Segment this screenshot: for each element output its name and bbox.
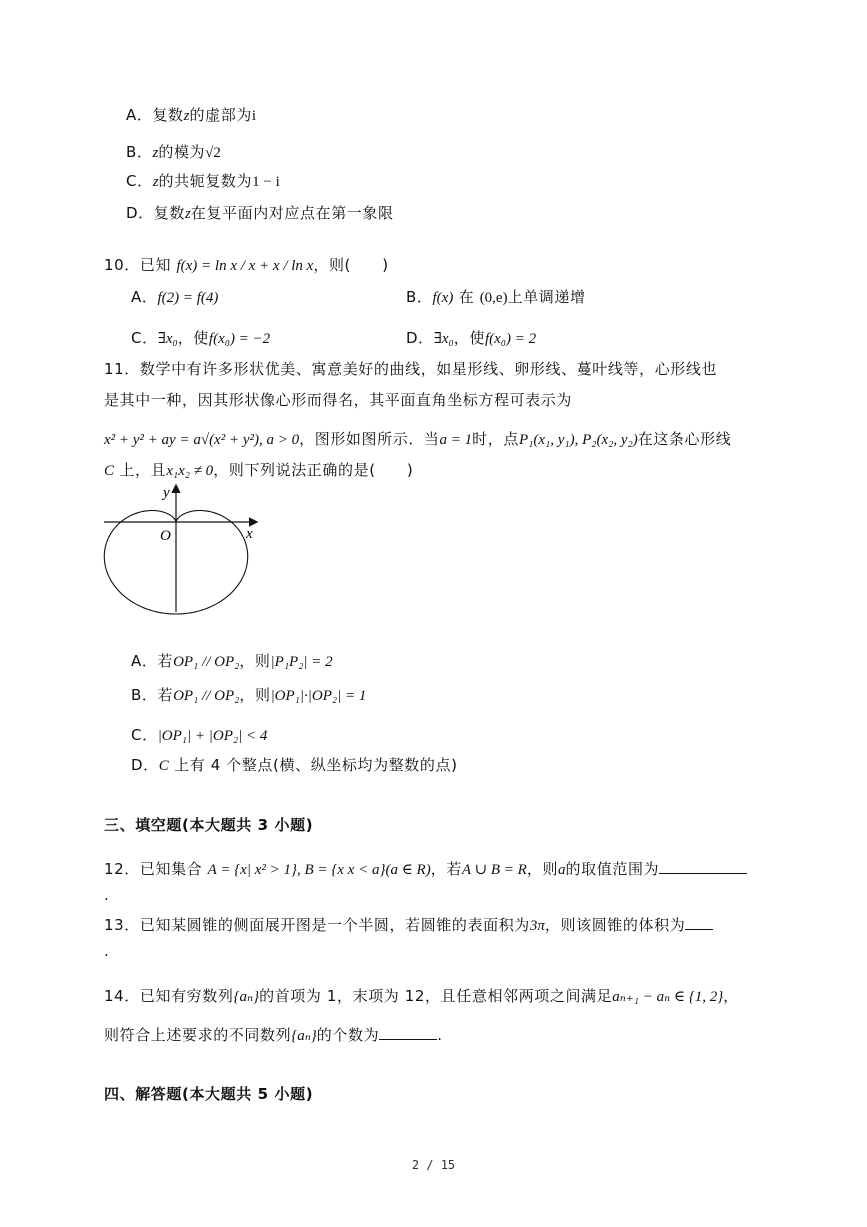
- q9-option-c: C．z的共轭复数为1 − i: [126, 172, 280, 190]
- section-4-title: 四、解答题(本大题共 5 小题): [104, 1085, 314, 1103]
- section-3-title: 三、填空题(本大题共 3 小题): [104, 816, 314, 834]
- q12-answer-blank: [659, 859, 747, 874]
- q10-formula: f(x) = ln x / x + x / ln x: [176, 258, 314, 274]
- q13-period: .: [104, 942, 110, 960]
- page-number: 2 / 15: [411, 1158, 456, 1172]
- q12-period: .: [104, 886, 110, 904]
- y-axis-label: y: [163, 485, 170, 501]
- origin-label: O: [160, 528, 171, 544]
- q11-line-4: C 上，且x₁x₂ ≠ 0，则下列说法正确的是( ): [104, 461, 414, 479]
- q10-stem: 10．已知 f(x) = ln x / x + x / ln x，则( ): [104, 256, 389, 274]
- q13-answer-blank: [685, 915, 713, 930]
- q11-option-d: D．C 上有 4 个整点(横、纵坐标均为整数的点): [131, 756, 458, 774]
- q9-option-d: D．复数z在复平面内对应点在第一象限: [126, 204, 394, 222]
- q14-answer-blank: [379, 1025, 437, 1040]
- q11-line-1: 11．数学中有许多形状优美、寓意美好的曲线，如星形线、卵形线、蔓叶线等，心形线也: [104, 360, 718, 378]
- q11-line-2: 是其中一种，因其形状像心形而得名，其平面直角坐标方程可表示为: [104, 391, 573, 409]
- cardioid-graph: [100, 480, 270, 615]
- q14-line-1: 14．已知有穷数列{aₙ}的首项为 1，末项为 12，且任意相邻两项之间满足aₙ₊₁ − aₙ ∈ {1, 2}，: [104, 987, 739, 1005]
- x-axis-label: x: [246, 526, 253, 542]
- q12: 12．已知集合 A = {x| x² > 1}, B = {x x < a}(a ∈ R)，若A ∪ B = R，则a的取值范围为: [104, 858, 747, 881]
- q11-option-b: B．若OP₁ // OP₂，则|OP₁|·|OP₂| = 1: [131, 686, 367, 704]
- q11-option-c: C．|OP₁| + |OP₂| < 4: [131, 726, 268, 744]
- q14-line-2: 则符合上述要求的不同数列{aₙ}的个数为 .: [104, 1026, 443, 1044]
- q10-option-c: C．∃x₀，使f(x₀) = −2: [131, 329, 271, 347]
- q9-option-b: B．z的模为√2: [126, 143, 221, 161]
- q10-option-d: D．∃x₀，使f(x₀) = 2: [406, 329, 537, 347]
- q10-option-b: B．f(x) 在 (0,e)上单调递增: [406, 288, 586, 306]
- q11-line-3: x² + y² + ay = a√(x² + y²), a > 0，图形如图所示．当a = 1时，点P₁(x₁, y₁), P₂(x₂, y₂)在这条心形线: [104, 430, 732, 448]
- q13: 13．已知某圆锥的侧面展开图是一个半圆，若圆锥的表面积为3π，则该圆锥的体积为: [104, 914, 713, 937]
- q11-option-a: A．若OP₁ // OP₂，则|P₁P₂| = 2: [131, 652, 333, 670]
- q9-option-a: A．复数z的虚部为i: [126, 106, 257, 124]
- q10-option-a: A．f(2) = f(4): [131, 288, 219, 306]
- q11-equation: x² + y² + ay = a√(x² + y²), a > 0: [104, 432, 300, 448]
